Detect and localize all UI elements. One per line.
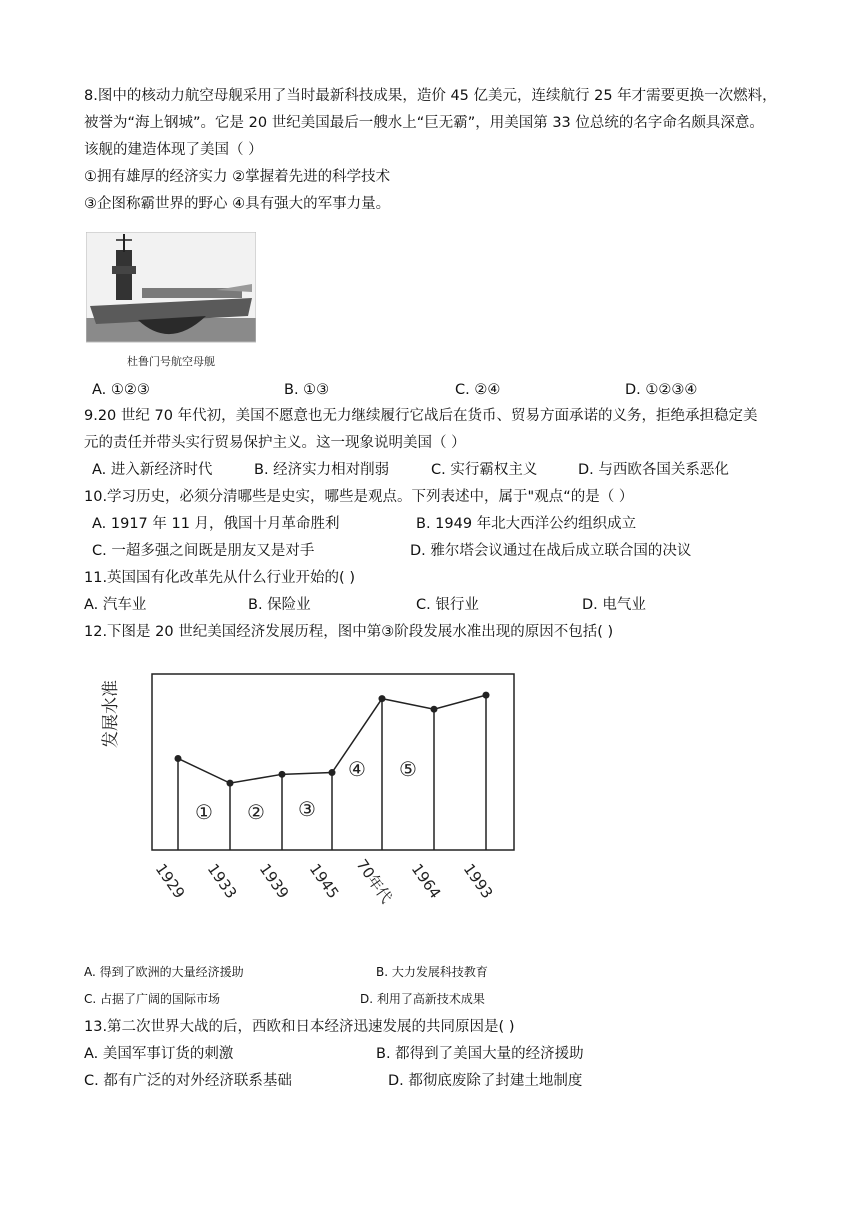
chart-ylabel-group <box>101 680 121 748</box>
aircraft-carrier-photo <box>86 232 256 372</box>
q13-option-a[interactable]: A. 美国军事订货的刺激 <box>84 1046 234 1062</box>
q8-option-b[interactable]: B. ①③ <box>284 382 330 398</box>
chart-point-2 <box>279 771 286 778</box>
chart-point-6 <box>483 692 490 699</box>
q10-option-d[interactable]: D. 雅尔塔会议通过在战后成立联合国的决议 <box>410 543 692 559</box>
q8-option-d[interactable]: D. ①②③④ <box>625 382 698 398</box>
q9-options <box>92 460 792 480</box>
q11-stem: 11.英国国有化改革先从什么行业开始的( ) <box>84 570 355 586</box>
chart-stage-label-1: ② <box>247 800 265 824</box>
q9-option-a[interactable]: A. 进入新经济时代 <box>92 462 213 478</box>
q12-options-row-2 <box>84 989 784 1009</box>
q9-stem-line-1: 9.20 世纪 70 年代初，美国不愿意也无力继续履行它战后在货币、贸易方面承诺的义务，拒绝承担稳定美 <box>84 408 758 424</box>
q12-option-a[interactable]: A. 得到了欧洲的大量经济援助 <box>84 965 244 979</box>
q12-option-c[interactable]: C. 占据了广阔的国际市场 <box>84 992 221 1006</box>
chart-x-tick-0: 1929 <box>151 860 189 902</box>
q8-option-a[interactable]: A. ①②③ <box>92 382 150 398</box>
q10-option-a[interactable]: A. 1917 年 11 月，俄国十月革命胜利 <box>92 516 340 532</box>
q12-stem: 12.下图是 20 世纪美国经济发展历程，图中第③阶段发展水准出现的原因不包括( ) <box>84 624 614 640</box>
chart-x-tick-3: 1945 <box>305 860 343 902</box>
q8-options <box>92 380 792 400</box>
q9-stem-line-2: 元的责任并带头实行贸易保护主义。这一现象说明美国（ ） <box>84 435 466 451</box>
q10-options-row-1 <box>92 514 792 534</box>
chart-point-5 <box>431 706 438 713</box>
chart-x-tick-5: 1964 <box>407 860 445 902</box>
q8-stem-line-1: 8.图中的核动力航空母舰采用了当时最新科技成果，造价 45 亿美元，连续航行 25 年才需要更换一次燃料， <box>84 88 777 104</box>
q9-option-b[interactable]: B. 经济实力相对削弱 <box>254 462 390 478</box>
q8-stem-line-2: 被誉为“海上钢城”。它是 20 世纪美国最后一艘水上“巨无霸”，用美国第 33 位总统的名字命名颇具深意。 <box>84 115 764 131</box>
q9-option-c[interactable]: C. 实行霸权主义 <box>431 462 538 478</box>
chart-stage-label-0: ① <box>195 800 213 824</box>
q10-options-row-2 <box>92 541 792 561</box>
q11-option-c[interactable]: C. 银行业 <box>416 597 479 613</box>
chart-point-4 <box>379 695 386 702</box>
chart-stage-label-2: ③ <box>298 797 316 821</box>
q10-option-b[interactable]: B. 1949 年北大西洋公约组织成立 <box>416 516 637 532</box>
q11-option-a[interactable]: A. 汽车业 <box>84 597 147 613</box>
photo-caption: 杜鲁门号航空母舰 <box>127 355 215 368</box>
q8-stem-line-3: 该舰的建造体现了美国（ ） <box>84 142 263 158</box>
q12-options-row-1 <box>84 962 784 982</box>
q11-option-b[interactable]: B. 保险业 <box>248 597 311 613</box>
q13-options-row-1 <box>84 1044 784 1064</box>
us-economy-chart <box>96 652 536 922</box>
q11-options <box>84 595 784 615</box>
q8-option-c[interactable]: C. ②④ <box>455 382 501 398</box>
q8-statement-line-2: ③企图称霸世界的野心 ④具有强大的军事力量。 <box>84 196 391 212</box>
chart-ylabel: 发展水准 <box>101 680 121 748</box>
q13-stem: 13.第二次世界大战的后，西欧和日本经济迅速发展的共同原因是( ) <box>84 1019 515 1035</box>
chart-x-tick-4: 70年代 <box>352 855 396 907</box>
chart-point-3 <box>329 769 336 776</box>
chart-x-tick-2: 1939 <box>255 860 293 902</box>
chart-stage-label-3: ④ <box>348 757 366 781</box>
q13-option-b[interactable]: B. 都得到了美国大量的经济援助 <box>376 1046 584 1062</box>
chart-x-tick-6: 1993 <box>459 860 497 902</box>
q13-option-c[interactable]: C. 都有广泛的对外经济联系基础 <box>84 1073 292 1089</box>
q8-statement-line-1: ①拥有雄厚的经济实力 ②掌握着先进的科学技术 <box>84 169 391 185</box>
chart-point-1 <box>227 780 234 787</box>
chart-x-tick-1: 1933 <box>203 860 241 902</box>
q10-option-c[interactable]: C. 一超多强之间既是朋友又是对手 <box>92 543 315 559</box>
chart-point-0 <box>175 755 182 762</box>
q12-option-d[interactable]: D. 利用了高新技术成果 <box>360 992 485 1006</box>
q13-options-row-2 <box>84 1071 784 1091</box>
chart-stage-label-4: ⑤ <box>399 757 417 781</box>
q13-option-d[interactable]: D. 都彻底废除了封建土地制度 <box>388 1073 583 1089</box>
q11-option-d[interactable]: D. 电气业 <box>582 597 646 613</box>
q10-stem: 10.学习历史，必须分清哪些是史实，哪些是观点。下列表述中，属于"观点“的是（ ） <box>84 489 634 505</box>
q12-option-b[interactable]: B. 大力发展科技教育 <box>376 965 488 979</box>
q9-option-d[interactable]: D. 与西欧各国关系恶化 <box>578 462 729 478</box>
